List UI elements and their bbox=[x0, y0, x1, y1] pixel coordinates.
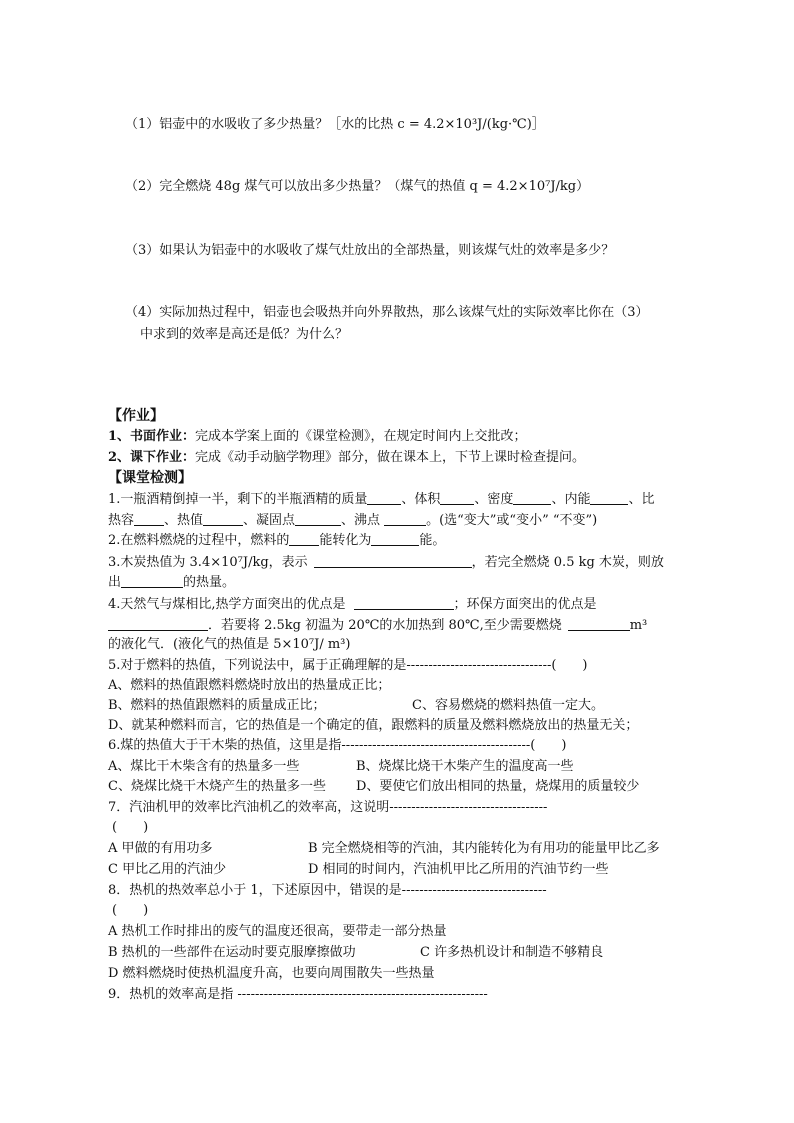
q2-blank-1[interactable] bbox=[289, 532, 319, 546]
q1-options: 。(选“变大”或“变小” “不变”) bbox=[426, 513, 598, 528]
q3-end: 的热量。 bbox=[183, 575, 236, 590]
q4-unit: m³ bbox=[629, 618, 648, 633]
q4-env: ；环保方面突出的优点是 bbox=[453, 597, 597, 612]
q6-option-a[interactable]: A、煤比干木柴含有的热量多一些 bbox=[108, 759, 300, 774]
q1-blank-mass[interactable] bbox=[367, 491, 401, 505]
problem-2: （2）完全燃烧 48g 煤气可以放出多少热量？（煤气的热值 q = 4.2×10⁷J/kg） bbox=[125, 179, 590, 194]
q5-option-d[interactable]: D、就某种燃料而言，它的热值是一个确定的值，跟燃料的质量及燃料燃烧放出的热量无关； bbox=[108, 718, 639, 733]
check-q3-line2 bbox=[108, 574, 235, 591]
homework-extra bbox=[108, 450, 585, 466]
homework-written-label: 1、书面作业： bbox=[108, 429, 196, 444]
check-q3-line1 bbox=[108, 554, 664, 571]
q2-blank-2[interactable] bbox=[371, 532, 419, 546]
q3-blank-heat[interactable] bbox=[121, 574, 183, 588]
q3-blank-meaning[interactable] bbox=[314, 554, 472, 568]
q1-blank-volume[interactable] bbox=[440, 491, 474, 505]
check-q1-line1 bbox=[108, 491, 654, 508]
class-check-title: 【课堂检测】 bbox=[108, 470, 192, 486]
q1-heat-value: 、热值 bbox=[164, 513, 204, 528]
q1-blank-boiling[interactable] bbox=[384, 512, 426, 526]
homework-written bbox=[108, 429, 527, 445]
check-q7: 7．汽油机甲的效率比汽油机乙的效率高，这说明------------------------------------ bbox=[108, 800, 548, 815]
q4-heating: ．若要将 2.5kg 初温为 20℃的水加热到 80℃,至少需要燃烧 bbox=[208, 618, 562, 633]
q1-internal-energy: 、内能 bbox=[551, 492, 591, 507]
q2-mid: 能转化为 bbox=[319, 533, 372, 548]
problem-1: （1）铝壶中的水吸收了多少热量？［水的比热 c = 4.2×10³J/(kg·℃)］ bbox=[125, 117, 545, 132]
q4-blank-thermal[interactable] bbox=[354, 596, 454, 610]
q1-text: 1.一瓶酒精倒掉一半，剩下的半瓶酒精的质量 bbox=[108, 492, 368, 507]
q1-blank-density[interactable] bbox=[513, 491, 551, 505]
q1-volume: 、体积 bbox=[401, 492, 441, 507]
check-q4-line1 bbox=[108, 596, 597, 613]
q4-blank-env[interactable] bbox=[108, 617, 208, 631]
check-q5: 5.对于燃料的热值，下列说法中，属于正确理解的是---------------------------------( ) bbox=[108, 658, 588, 673]
q5-option-c[interactable]: C、容易燃烧的燃料热值一定大。 bbox=[412, 698, 604, 713]
q6-option-c[interactable]: C、烧煤比烧干木烧产生的热量多一些 bbox=[108, 779, 326, 794]
problem-4-line2: 中求到的效率是高还是低？为什么？ bbox=[140, 327, 349, 342]
q8-option-d[interactable]: D 燃料燃烧时使热机温度升高，也要向周围散失一些热量 bbox=[108, 966, 435, 981]
check-q1-line2 bbox=[108, 512, 597, 529]
homework-written-text: 完成本学案上面的《课堂检测》，在规定时间内上交批改； bbox=[195, 429, 527, 444]
q1-freezing-point: 、凝固点 bbox=[243, 513, 296, 528]
q5-option-a[interactable]: A、燃料的热值跟燃料燃烧时放出的热量成正比； bbox=[108, 678, 391, 693]
q7-option-b[interactable]: B 完全燃烧相等的汽油，其内能转化为有用功的能量甲比乙多 bbox=[308, 841, 660, 856]
check-q8: 8．热机的热效率总小于 1，下述原因中，错误的是--------------------------------- bbox=[108, 883, 547, 898]
homework-extra-label: 2、课下作业： bbox=[108, 450, 196, 465]
check-q4-line2 bbox=[108, 617, 647, 634]
q2-text: 2.在燃料燃烧的过程中，燃料的 bbox=[108, 533, 290, 548]
check-q6: 6.煤的热值大于干木柴的热值，这里是指-------------------------------------------( ) bbox=[108, 738, 567, 753]
homework-extra-text: 完成《动手动脑学物理》部分，做在课本上，下节上课时检查提问。 bbox=[195, 450, 586, 465]
check-q4-line3: 的液化气．(液化气的热值是 5×10⁷J/ m³) bbox=[108, 637, 351, 652]
q2-end: 能。 bbox=[419, 533, 446, 548]
q5-option-b[interactable]: B、燃料的热值跟燃料的质量成正比； bbox=[108, 698, 326, 713]
q8-option-a[interactable]: A 热机工作时排出的废气的温度还很高，要带走一部分热量 bbox=[108, 924, 447, 939]
check-q2 bbox=[108, 532, 445, 549]
q6-option-b[interactable]: B、烧煤比烧干木柴产生的温度高一些 bbox=[356, 759, 574, 774]
q8-option-c[interactable]: C 许多热机设计和制造不够精良 bbox=[420, 945, 604, 960]
q1-blank-capacity[interactable] bbox=[134, 512, 164, 526]
q3-mid: ，若完全燃烧 0.5 kg 木炭，则放 bbox=[471, 555, 664, 570]
q7-answer-bracket[interactable]: ( ) bbox=[112, 820, 149, 835]
q8-option-b[interactable]: B 热机的一些部件在运动时要克服摩擦做功 bbox=[108, 945, 356, 960]
q1-specific-heat: 、比 bbox=[628, 492, 655, 507]
homework-title: 【作业】 bbox=[108, 408, 164, 424]
q7-option-a[interactable]: A 甲做的有用功多 bbox=[108, 841, 213, 856]
q7-option-c[interactable]: C 甲比乙用的汽油少 bbox=[108, 862, 227, 877]
problem-3: （3）如果认为铝壶中的水吸收了煤气灶放出的全部热量，则该煤气灶的效率是多少？ bbox=[125, 243, 615, 258]
q1-blank-heat-value[interactable] bbox=[203, 512, 243, 526]
problem-4-line1: （4）实际加热过程中，铝壶也会吸热并向外界散热，那么该煤气灶的实际效率比你在（3） bbox=[125, 305, 649, 320]
q8-answer-bracket[interactable]: ( ) bbox=[112, 903, 149, 918]
q1-boiling-point: 、沸点 bbox=[341, 513, 381, 528]
q1-blank-energy[interactable] bbox=[590, 491, 628, 505]
q1-density: 、密度 bbox=[474, 492, 514, 507]
q6-option-d[interactable]: D、要使它们放出相同的热量，烧煤用的质量较少 bbox=[356, 779, 640, 794]
q4-text: 4.天然气与煤相比,热学方面突出的优点是 bbox=[108, 597, 346, 612]
q3-out: 出 bbox=[108, 575, 122, 590]
q3-text: 3.木炭热值为 3.4×10⁷J/kg，表示 bbox=[108, 555, 308, 570]
q7-option-d[interactable]: D 相同的时间内，汽油机甲比乙所用的汽油节约一些 bbox=[308, 862, 609, 877]
check-q9: 9．热机的效率高是指 --------------------------------------------------------- bbox=[108, 987, 488, 1002]
q1-blank-freezing[interactable] bbox=[295, 512, 341, 526]
q4-blank-volume[interactable] bbox=[568, 617, 630, 631]
q1-heat-capacity: 热容 bbox=[108, 513, 135, 528]
